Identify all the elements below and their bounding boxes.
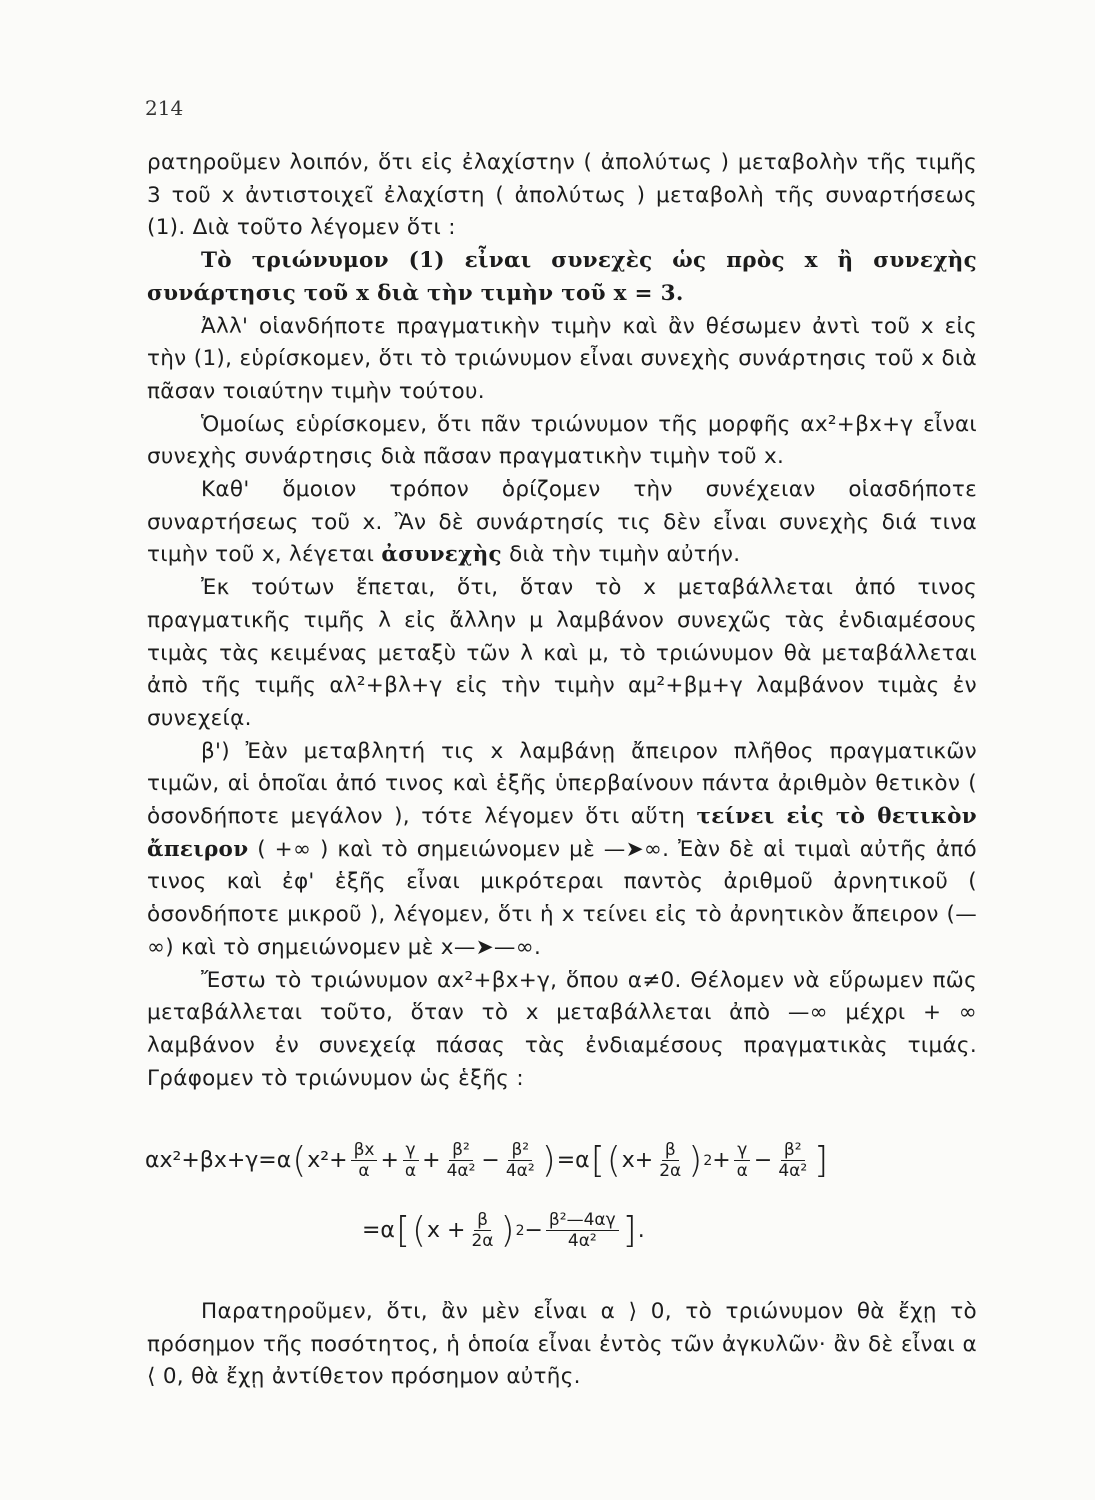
eq-equals-alpha-2: =α — [362, 1218, 395, 1243]
paragraph-7-text-a: β') Ἐὰν μεταβλητή τις x λαμβάνῃ ἄπειρον πλῆθος πραγματικῶν τιμῶν, αἱ ὁποῖαι ἀπό τινος καὶ ἑξῆς ὑπερβαίνουν πάντα ἀριθμὸν θετικὸν ( ὁσονδήποτε μεγάλον ), τότε λέγομεν ὅτι αὕτη — [147, 738, 977, 830]
paragraph-6: Ἐκ τούτων ἕπεται, ὅτι, ὅταν τὸ x μεταβάλλεται ἀπό τινος πραγματικῆς τιμῆς λ εἰς ἄλλην μ λαμβάνον συνεχῶς τὰς ἐνδιαμέσους τιμὰς τὰς κειμένας μεταξὺ τῶν λ καὶ μ, τὸ τριώνυμον θὰ μεταβάλλεται ἀπὸ τῆς τιμῆς αλ²+βλ+γ εἰς τὴν τιμὴν αμ²+βμ+γ λαμβάνον τιμὰς ἐν συνεχείᾳ. — [147, 575, 977, 731]
paragraph-7-text-c: ( +∞ ) καὶ τὸ σημειώνομεν μὲ —➤∞. Ἐὰν δὲ αἱ τιμαὶ αὐτῆς ἀπό τινος καὶ ἐφ' ἑξῆς εἶναι μικρότεραι παντὸς ἀριθμοῦ ἀρνητικοῦ ( ὁσονδήποτε μικροῦ ), λέγομεν, ὅτι ἡ x τείνει εἰς τὸ ἀρνητικὸν ἄπειρον (—∞) καὶ τὸ σημειώνομεν μὲ x—➤—∞. — [147, 836, 977, 960]
frac-discriminant — [546, 1210, 619, 1251]
frac-den: α — [736, 1161, 748, 1181]
paragraph-5-text-a: Καθ' ὅμοιον τρόπον ὁρίζομεν τὴν συνέχειαν οἱασδήποτε συναρτήσεως τοῦ x. Ἂν δὲ συνάρτησίς τις δὲν εἶναι συνεχὴς διά τινα τιμὴν τοῦ x, λέγεται — [147, 477, 977, 568]
term-tends-to-infinity: τείνει εἰς τὸ θετικὸν ἄπειρον — [147, 804, 977, 862]
frac-b2-over-4a2-c — [775, 1140, 810, 1181]
frac-den: α — [358, 1161, 370, 1181]
eq-minus: − — [524, 1218, 543, 1243]
frac-num: βx — [351, 1140, 378, 1161]
frac-num: β² — [449, 1140, 473, 1161]
paren-close: ) — [541, 1139, 556, 1181]
paren-open: ( — [411, 1209, 427, 1251]
eq-term-x-plus: x+ — [621, 1148, 654, 1173]
paragraph-3: Ἀλλ' οἱανδήποτε πραγματικὴν τιμὴν καὶ ἂν θέσωμεν ἀντὶ τοῦ x εἰς τὴν (1), εὑρίσκομεν, ὅτι τὸ τριώνυμον εἶναι συνεχὴς συνάρτησις τοῦ x διὰ πᾶσαν τοιαύτην τιμὴν τούτου. — [147, 313, 977, 404]
frac-bx-over-a — [351, 1140, 378, 1181]
paragraph-4: Ὁμοίως εὑρίσκομεν, ὅτι πᾶν τριώνυμον τῆς μορφῆς αx²+βx+γ εἶναι συνεχὴς συνάρτησις διὰ πᾶσαν πραγματικὴν τιμὴν τοῦ x. — [147, 411, 977, 470]
eq-term-x2: x²+ — [307, 1148, 348, 1173]
eq-plus: + — [422, 1148, 441, 1173]
paren-close: ) — [688, 1139, 703, 1181]
bracket-close: ] — [622, 1209, 637, 1251]
eq-term-x-plus-2: x + — [427, 1218, 466, 1243]
eq-lhs: αx²+βx+γ=α — [145, 1148, 292, 1173]
bracket-open: [ — [590, 1139, 605, 1181]
exponent-2: 2 — [515, 1222, 525, 1239]
paren-close: ) — [500, 1209, 515, 1251]
paragraph-5-text-c: διὰ τὴν τιμὴν αὐτήν. — [509, 542, 741, 568]
eq-minus: − — [481, 1148, 500, 1173]
frac-num: β² — [508, 1140, 532, 1161]
page-number: 214 — [145, 96, 184, 120]
theorem-statement: Τὸ τριώνυμον (1) εἶναι συνεχὲς ὡς πρὸς x ἢ συνεχὴς συνάρτησις τοῦ x διὰ τὴν τιμὴν τοῦ x = 3. — [147, 248, 977, 306]
eq-equals-alpha: =α — [556, 1148, 590, 1173]
frac-b2-over-4a2 — [444, 1140, 479, 1181]
frac-den: 4α² — [446, 1161, 476, 1181]
frac-den: α — [404, 1161, 417, 1181]
frac-den: 4α² — [505, 1161, 535, 1181]
frac-b2-over-4a2-b — [503, 1140, 538, 1181]
frac-den: 4α² — [778, 1161, 808, 1181]
text-block-lower — [147, 1296, 977, 1394]
eq-end-dot: . — [637, 1218, 645, 1243]
frac-b-over-2a — [656, 1140, 684, 1181]
frac-g-over-a-b — [734, 1140, 751, 1181]
frac-num: γ — [734, 1140, 750, 1161]
bracket-close: ] — [814, 1139, 829, 1181]
frac-num: β — [662, 1140, 679, 1161]
term-discontinuous: ἀσυνεχὴς — [381, 542, 502, 568]
paren-open: ( — [606, 1139, 621, 1181]
equation-line-2 — [362, 1210, 645, 1251]
exponent-2: 2 — [703, 1152, 713, 1169]
frac-num: γ — [403, 1140, 419, 1161]
bracket-open: [ — [395, 1209, 410, 1251]
paren-open: ( — [292, 1139, 307, 1181]
frac-num: β² — [781, 1140, 805, 1161]
eq-minus: − — [753, 1148, 773, 1173]
paragraph-8: Ἔστω τὸ τριώνυμον αx²+βx+γ, ὅπου α≠0. Θέλομεν νὰ εὕρωμεν πῶς μεταβάλλεται τοῦτο, ὅταν τὸ x μεταβάλλεται ἀπὸ —∞ μέχρι + ∞ λαμβάνον ἐν συνεχείᾳ πάσας τὰς ἐνδιαμέσους πραγματικὰς τιμάς. Γράφομεν τὸ τριώνυμον ὡς ἑξῆς : — [147, 967, 977, 1091]
paragraph-9: Παρατηροῦμεν, ὅτι, ἂν μὲν εἶναι α ⟩ 0, τὸ τριώνυμον θὰ ἔχῃ τὸ πρόσημον τῆς ποσότητος, ἡ ὁποία εἶναι ἐντὸς τῶν ἀγκυλῶν· ἂν δὲ εἶναι α ⟨ 0, θὰ ἔχῃ ἀντίθετον πρόσημον αὐτῆς. — [147, 1299, 977, 1390]
paragraph-7 — [147, 736, 977, 965]
eq-plus: + — [712, 1148, 731, 1173]
frac-den: 2α — [659, 1161, 682, 1181]
frac-num: β²—4αγ — [546, 1210, 619, 1231]
eq-plus: + — [380, 1148, 399, 1173]
frac-den: 2α — [471, 1231, 494, 1251]
frac-den: 4α² — [567, 1231, 597, 1251]
frac-g-over-a — [402, 1140, 419, 1181]
equation-line-1 — [145, 1140, 829, 1181]
paragraph-5 — [147, 474, 977, 572]
text-block-upper — [147, 147, 977, 1095]
paragraph-1: ρατηροῦμεν λοιπόν, ὅτι εἰς ἐλαχίστην ( ἀπολύτως ) μεταβολὴν τῆς τιμῆς 3 τοῦ x ἀντιστοιχεῖ ἐλαχίστη ( ἀπολύτως ) μεταβολὴ τῆς συναρτήσεως (1). Διὰ τοῦτο λέγομεν ὅτι : — [147, 150, 977, 241]
frac-num: β — [474, 1210, 491, 1231]
frac-b-over-2a-2 — [468, 1210, 496, 1251]
